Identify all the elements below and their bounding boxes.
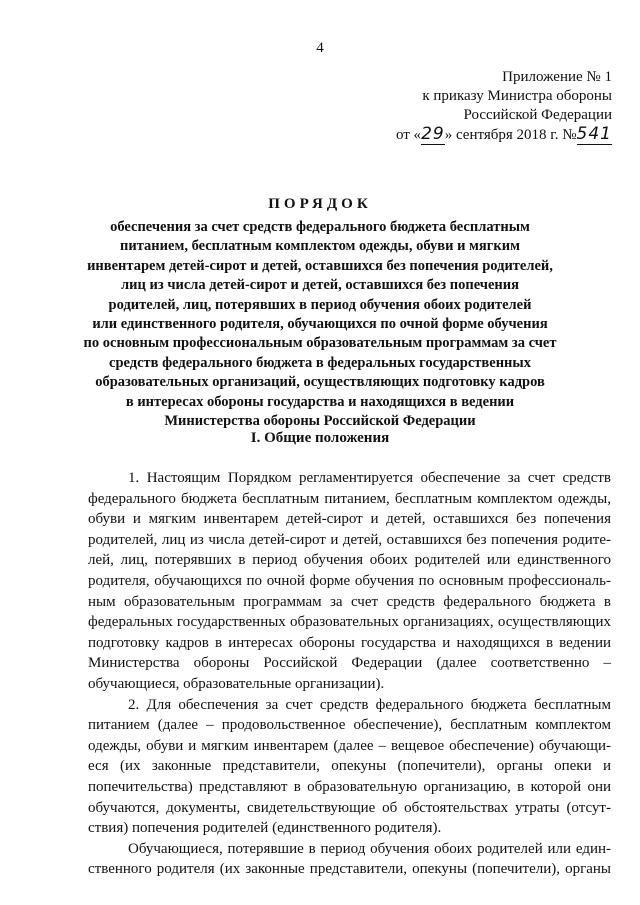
subtitle-line: по основным профессиональным образовательным программам за счет: [83, 335, 557, 352]
body-line: Обучающиеся, потерявшие в период обучения обоих родителей или един-: [128, 840, 611, 857]
appendix-order-ref: к приказу Министра обороны: [422, 88, 612, 104]
body-line: Министерства обороны Российской Федерации (далее соответственно –: [88, 655, 611, 672]
body-line: ственного родителя (их законные представители, опекуны (попечители), органы: [88, 861, 611, 878]
appendix-title: Приложение № 1: [502, 69, 612, 85]
body-line: ствия) попечения родителей (единственного родителя).: [88, 820, 442, 837]
date-prefix: от «: [395, 127, 422, 143]
body-line: федеральных государственных образовательных организациях, осуществляющих: [88, 614, 611, 631]
appendix-block: [372, 68, 612, 145]
subtitle-line: лиц из числа детей-сирот и детей, оставшихся без попечения: [121, 277, 519, 294]
handwritten-day: 29: [421, 124, 445, 144]
body-line: федерального бюджета бесплатным питанием, бесплатным комплектом одежды,: [88, 490, 611, 507]
subtitle-line: в интересах обороны государства и находящихся в ведении: [125, 393, 515, 410]
body-line: питанием (далее – продовольственное обеспечение), бесплатным комплектом: [88, 717, 611, 734]
body-line: ным образовательным программам за счет средств федерального бюджета в: [88, 593, 611, 610]
body-text: [88, 468, 611, 880]
subtitle-line: Министерства обороны Российской Федерации: [164, 413, 476, 430]
body-line: родителя, обучающихся по очной форме обучения по основным профессиональ-: [88, 572, 611, 589]
body-line: одежды, обуви и мягким инвентарем (далее – вещевое обеспечение) обучающи-: [88, 737, 611, 754]
page-number: 4: [316, 40, 324, 56]
appendix-date-line: [372, 125, 612, 145]
body-line: обуви и мягким инвентарем детей-сирот и детей, оставшихся без попечения: [88, 511, 611, 528]
body-line: подготовку кадров в интересах обороны государства и находящихся в ведении: [88, 634, 611, 651]
subtitle-line: или единственного родителя, обучающихся по очной форме обучения: [92, 316, 548, 333]
body-line: родителей, лиц из числа детей-сирот и детей, оставшихся без попечения родите-: [88, 531, 611, 548]
subtitle-line: средств федерального бюджета в федеральных государственных: [109, 354, 531, 371]
subtitle-line: питанием, бесплатным комплектом одежды, обуви и мягким: [120, 238, 520, 255]
subtitle-line: родителей, лиц, потерявших в период обучения обоих родителей: [108, 296, 532, 313]
body-line: попечительства) представляют в образовательную организацию, в которой они: [88, 778, 611, 795]
body-line: еся (их законные представители, опекуны (попечители), органы опеки и: [88, 758, 611, 775]
subtitle-line: образовательных организаций, осуществляющих подготовку кадров: [95, 374, 545, 391]
appendix-country: Российской Федерации: [463, 107, 612, 123]
body-line: 2. Для обеспечения за счет средств федерального бюджета бесплатным: [128, 696, 611, 713]
document-subtitle: [80, 218, 560, 431]
document-title: ПОРЯДОК: [268, 196, 372, 212]
section-heading: I. Общие положения: [250, 430, 390, 446]
body-line: обучаются, документы, свидетельствующие об обстоятельствах утраты (отсут-: [88, 799, 611, 816]
subtitle-line: инвентарем детей-сирот и детей, оставшихся без попечения родителей,: [87, 257, 553, 274]
date-suffix: » сентября 2018 г. №: [444, 127, 577, 143]
body-line: 1. Настоящим Порядком регламентируется обеспечение за счет средств: [128, 470, 611, 486]
subtitle-line: обеспечения за счет средств федерального бюджета бесплатным: [110, 219, 530, 235]
body-line: обучающиеся, образовательные организации).: [88, 675, 385, 692]
handwritten-order-number: 541: [576, 124, 612, 144]
body-line: лей, лиц, потерявших в период обучения обоих родителей или единственного: [88, 552, 611, 569]
